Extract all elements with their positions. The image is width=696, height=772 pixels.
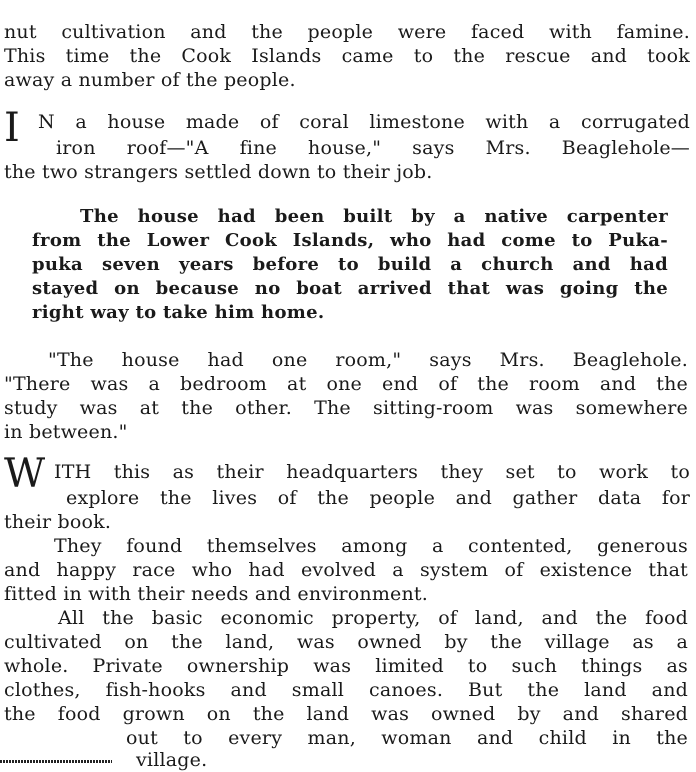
para3-line-1: The house had been built by a native carpenter xyxy=(80,206,668,227)
para6-line-3: fitted in with their needs and environment. xyxy=(4,583,429,605)
para2-line-3: the two strangers settled down to their job. xyxy=(4,161,433,183)
para5-line-3: their book. xyxy=(4,511,112,533)
para2-line-1: N a house made of coral limestone with a corrugated xyxy=(38,111,690,133)
para1-line-2: This time the Cook Islands came to the rescue and took xyxy=(4,45,690,67)
para6-line-2: and happy race who had evolved a system of existence that xyxy=(4,559,688,581)
para7-line-4: clothes, fish-hooks and small canoes. But the land and xyxy=(4,679,688,701)
para3-line-2: from the Lower Cook Islands, who had come to Puka- xyxy=(32,230,668,251)
para3-line-4: stayed on because no boat arrived that was going the xyxy=(32,278,668,299)
para2-line-2: iron roof—"A fine house," says Mrs. Beaglehole— xyxy=(56,137,690,159)
para7-line-5: the food grown on the land was owned by and shared xyxy=(4,703,688,725)
para7-line-6: out to every man, woman and child in the xyxy=(126,727,688,749)
para1-line-3: away a number of the people. xyxy=(4,69,296,91)
para2-dropcap: I xyxy=(4,105,20,151)
para5-dropcap: W xyxy=(4,451,46,497)
para7-line-3: whole. Private ownership was limited to such things as xyxy=(4,655,688,677)
para7-line-7: village. xyxy=(136,749,208,771)
para7-line-1: All the basic economic property, of land, and the food xyxy=(58,607,688,629)
para4-line-3: study was at the other. The sitting-room was somewhere xyxy=(4,397,688,419)
para4-line-4: in between." xyxy=(4,421,128,443)
para6-line-1: They found themselves among a contented, generous xyxy=(54,535,688,557)
para4-line-2: "There was a bedroom at one end of the room and the xyxy=(4,373,688,395)
para5-line-1: ITH this as their headquarters they set to work to xyxy=(54,461,690,483)
para3-line-5: right way to take him home. xyxy=(32,302,325,323)
para7-line-2: cultivated on the land, was owned by the village as a xyxy=(4,631,688,653)
para5-line-2: explore the lives of the people and gather data for xyxy=(66,487,690,509)
column-rule xyxy=(0,760,112,763)
para3-line-3: puka seven years before to build a church and had xyxy=(32,254,668,275)
para4-line-1: "The house had one room," says Mrs. Beaglehole. xyxy=(48,349,688,371)
para1-line-1: nut cultivation and the people were faced with famine. xyxy=(4,21,690,43)
